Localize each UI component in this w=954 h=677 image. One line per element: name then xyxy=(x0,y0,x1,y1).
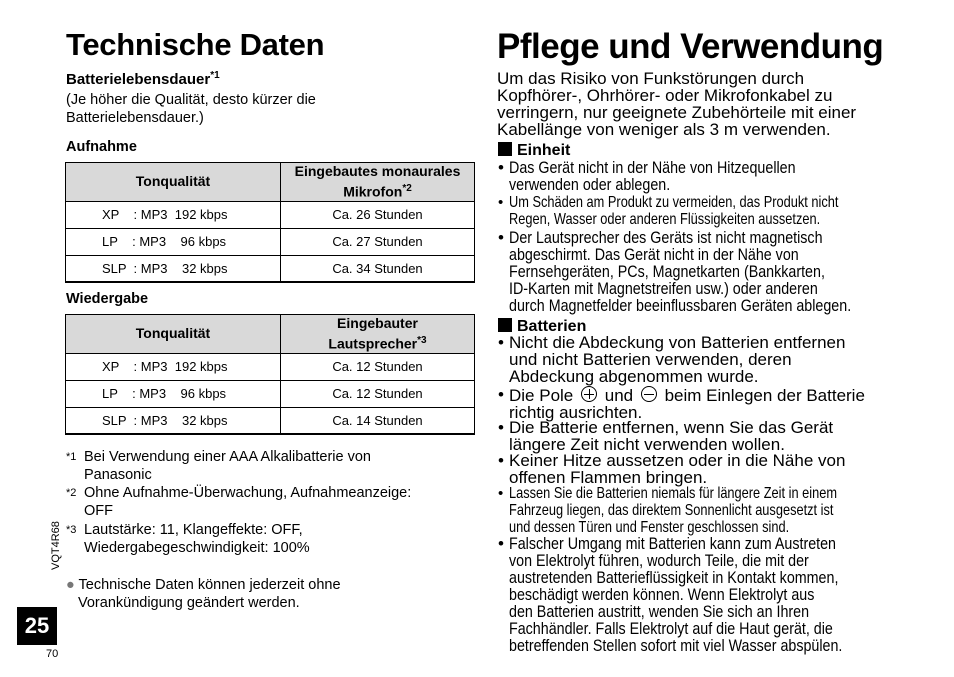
battery-life-note: (Je höher die Qualität, desto kürzer die Batterielebensdauer.) xyxy=(66,92,316,126)
list-item: • Die Pole und beim Einlegen der Batterie richtig ausrichten. xyxy=(498,385,865,422)
table-row: LP : MP3 96 kbps Ca. 27 Stunden xyxy=(66,228,475,255)
unit-heading: Einheit xyxy=(498,142,570,160)
table-row: LP : MP3 96 kbps Ca. 12 Stunden xyxy=(66,380,475,407)
square-bullet-icon xyxy=(498,318,512,332)
page-title-care-and-use: Pflege und Verwendung xyxy=(497,27,884,66)
page-number: 25 xyxy=(17,607,57,645)
playback-label: Wiedergabe xyxy=(66,291,149,307)
table-row: SLP : MP3 32 kbps Ca. 34 Stunden xyxy=(66,255,475,282)
list-item: • Lassen Sie die Batterien niemals für längere Zeit in einem Fahrzeug liegen, das direktem Sonnenlicht ausgesetzt ist und dessen Türen und Fenster geschlossen sind. xyxy=(498,485,837,536)
specification-notice: ● Technische Daten können jederzeit ohne Vorankündigung geändert werden. xyxy=(66,577,341,611)
intro-paragraph: Um das Risiko von Funkstörungen durch Kopfhörer-, Ohrhörer- oder Mikrofonkabel zu verringern, nur geeignete Zubehörteile mit einer Kabellänge von weniger als 3 m verwenden. xyxy=(497,69,857,139)
bullet-dot-icon: ● xyxy=(66,577,75,593)
footnote-3: *3 Lautstärke: 11, Klangeffekte: OFF, Wiedergabegeschwindigkeit: 100% xyxy=(66,522,310,556)
list-item: • Keiner Hitze aussetzen oder in die Nähe von offenen Flammen bringen. xyxy=(498,451,846,487)
document-code: VQT4R68 xyxy=(50,521,62,570)
recording-label: Aufnahme xyxy=(66,139,137,155)
playback-table xyxy=(65,314,475,435)
minus-pole-icon xyxy=(641,386,657,402)
page-title-technical-data: Technische Daten xyxy=(66,27,325,62)
list-item: • Die Batterie entfernen, wenn Sie das Gerät längere Zeit nicht verwenden wollen. xyxy=(498,418,834,454)
square-bullet-icon xyxy=(498,142,512,156)
battery-life-heading: Batterielebensdauer$^{*1}$ xyxy=(66,70,220,88)
table-row: SLP : MP3 32 kbps Ca. 14 Stunden xyxy=(66,407,475,434)
table-row: XP : MP3 192 kbps Ca. 26 Stunden xyxy=(66,201,475,228)
plus-pole-icon xyxy=(581,386,597,402)
list-item: • Um Schäden am Produkt zu vermeiden, das Produkt nicht Regen, Wasser oder anderen Flüssigkeiten aussetzen. xyxy=(498,194,839,228)
list-item: • Falscher Umgang mit Batterien kann zum Austreten von Elektrolyt führen, wodurch Teile, die mit der austretenden Batterieflüssigkeit in Kontakt kommen, beschädigt werden können. Wenn Elektrolyt aus den Batterien austritt, wenden Sie sich an Ihren Fachhändler. Falls Elektrolyt auf die Haut gerät, die betreffenden Stellen sofort mit viel Wasser abspülen. xyxy=(498,534,843,655)
table-header-speaker: Eingebauter Lautsprecher$^{*3}$ xyxy=(281,315,475,354)
sub-page-number: 70 xyxy=(46,648,59,660)
table-row: XP : MP3 192 kbps Ca. 12 Stunden xyxy=(66,353,475,380)
list-item: • Das Gerät nicht in der Nähe von Hitzequellen verwenden oder ablegen. xyxy=(498,158,796,194)
list-item: • Nicht die Abdeckung von Batterien entfernen und nicht Batterien verwenden, deren Abdeckung abgenommen wurde. xyxy=(498,333,846,386)
table-header-quality: Tonqualität xyxy=(66,163,281,202)
batteries-heading: Batterien xyxy=(498,318,586,336)
list-item: • Der Lautsprecher des Geräts ist nicht magnetisch abgeschirmt. Das Gerät nicht in der Nähe von Fernsehgeräten, PCs, Magnetkarten (Bankkarten, ID-Karten mit Magnetstreifen usw.) oder anderen durch Magnetfelder beeinflussbaren Geräten ablegen. xyxy=(498,228,852,315)
table-header-microphone: Eingebautes monaurales Mikrofon$^{*2}$ xyxy=(281,163,475,202)
recording-table xyxy=(65,162,475,283)
table-header-quality: Tonqualität xyxy=(66,315,281,354)
footnote-2: *2 Ohne Aufnahme-Überwachung, Aufnahmeanzeige: OFF xyxy=(66,485,412,519)
footnote-1: *1 Bei Verwendung einer AAA Alkalibatterie von Panasonic xyxy=(66,449,371,483)
